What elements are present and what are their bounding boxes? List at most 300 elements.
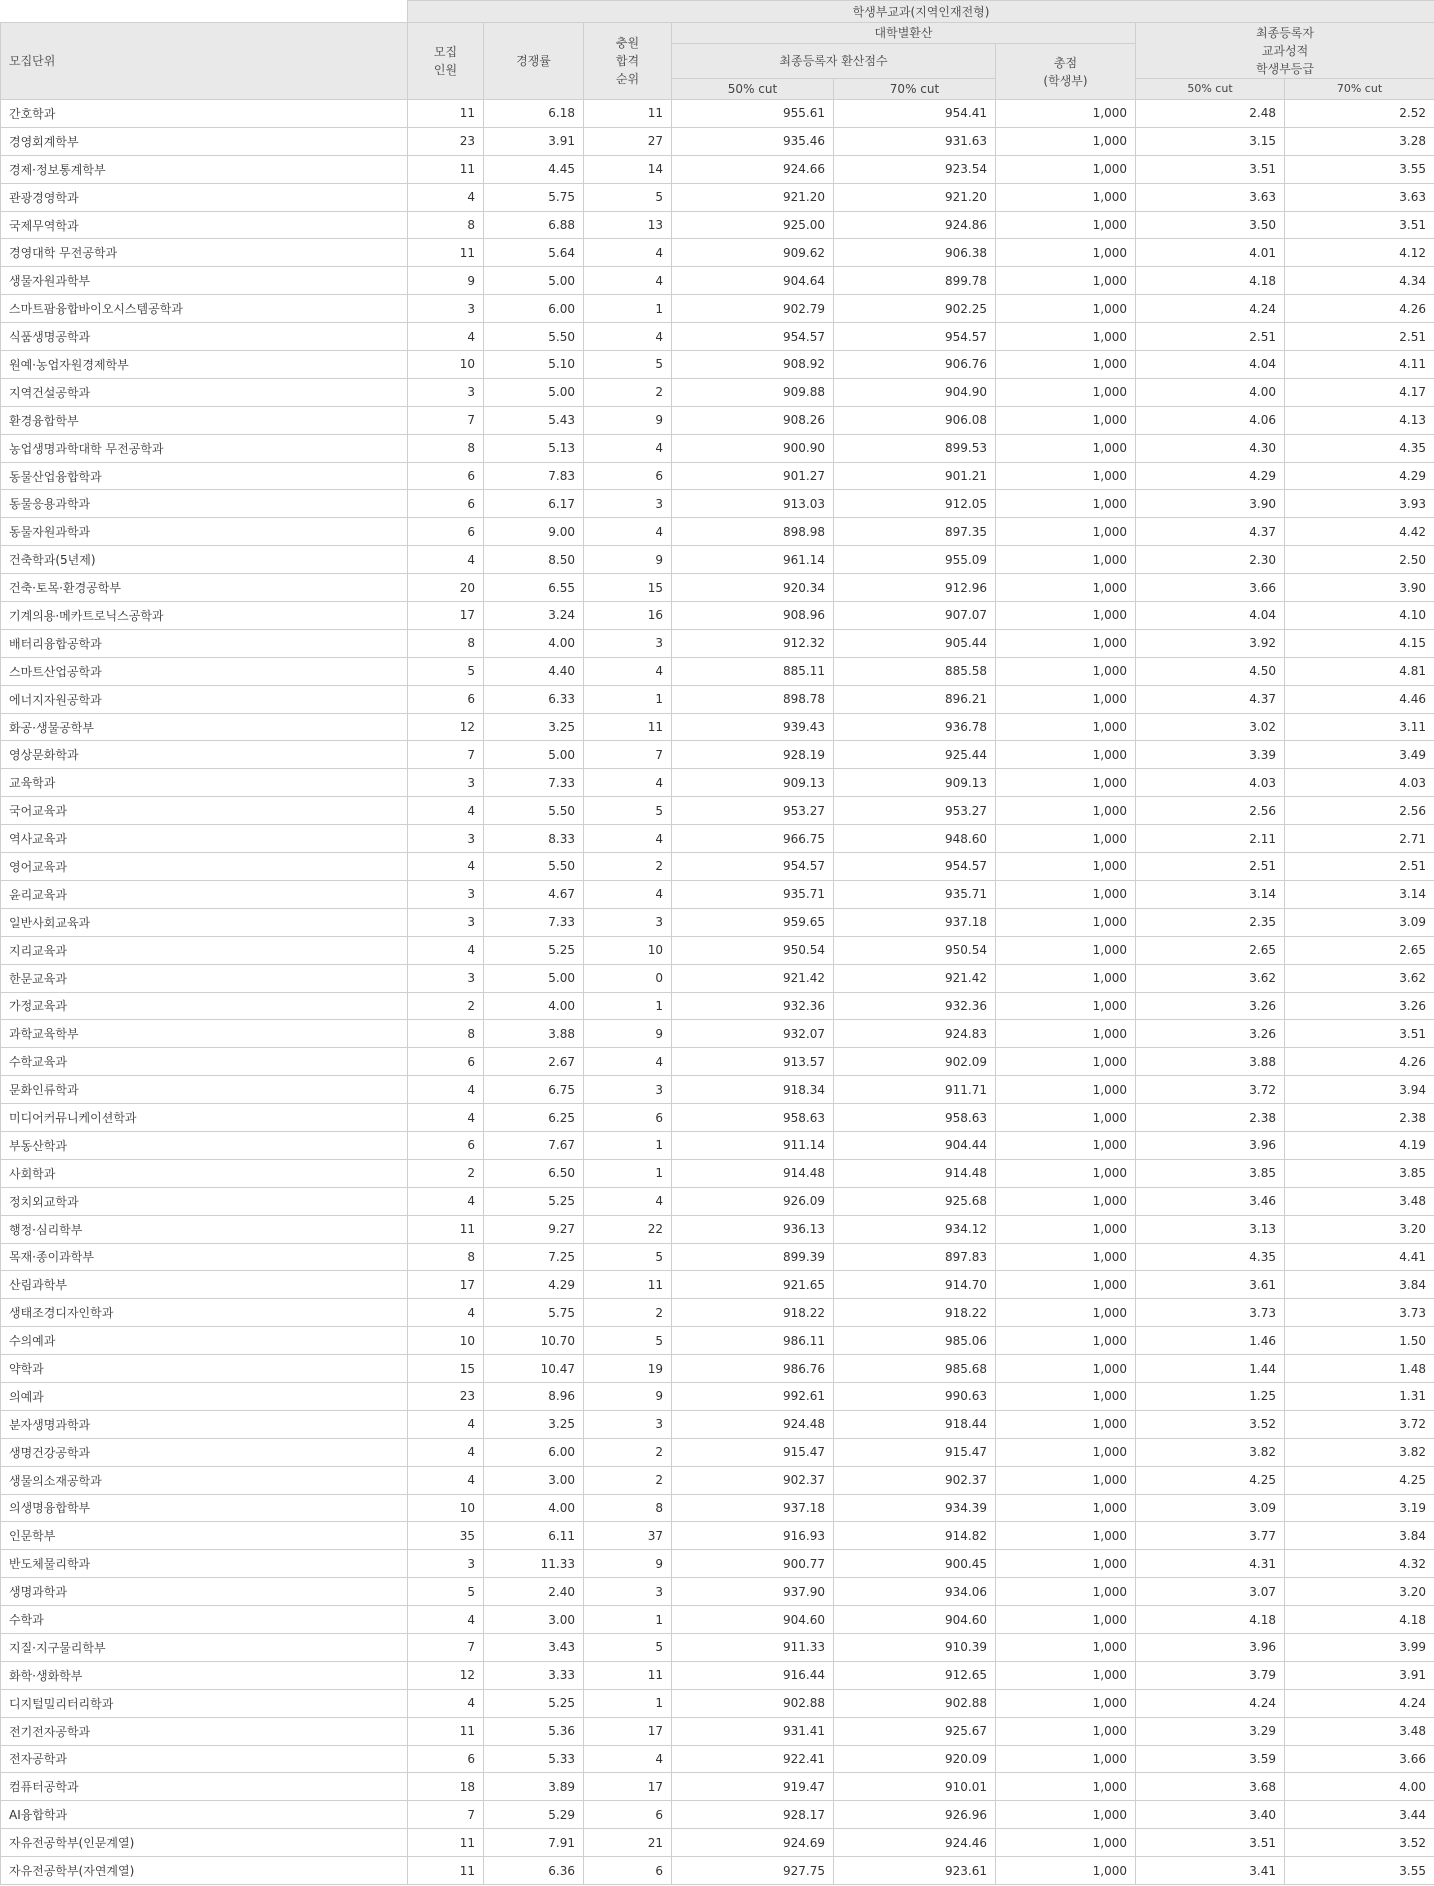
total-cell: 1,000 xyxy=(996,657,1136,685)
score-cut50-cell: 913.57 xyxy=(672,1048,834,1076)
grade-cut70-cell: 3.91 xyxy=(1285,1661,1434,1689)
total-cell: 1,000 xyxy=(996,1410,1136,1438)
grade-cut70-cell: 3.26 xyxy=(1285,992,1434,1020)
score-cut50-cell: 932.36 xyxy=(672,992,834,1020)
competition-cell: 5.29 xyxy=(484,1801,584,1829)
score-cut50-cell: 900.90 xyxy=(672,434,834,462)
score-cut70-cell: 924.83 xyxy=(834,1020,996,1048)
rank-cell: 4 xyxy=(584,825,672,853)
grade-cut70-cell: 4.13 xyxy=(1285,406,1434,434)
grade-cut50-cell: 3.62 xyxy=(1136,964,1285,992)
score-cut50-cell: 885.11 xyxy=(672,657,834,685)
grade-cut50-cell: 2.51 xyxy=(1136,323,1285,351)
total-cell: 1,000 xyxy=(996,1131,1136,1159)
table-row xyxy=(1,602,1434,630)
grade-cut70-cell: 3.73 xyxy=(1285,1299,1434,1327)
unit-cell: 기계의용·메카트로닉스공학과 xyxy=(1,602,408,630)
rank-cell: 4 xyxy=(584,1048,672,1076)
recruit-cell: 8 xyxy=(408,1020,484,1048)
rank-cell: 3 xyxy=(584,629,672,657)
grade-cut70-cell: 4.15 xyxy=(1285,629,1434,657)
score-cut70-cell: 896.21 xyxy=(834,685,996,713)
grade-cut50-cell: 3.92 xyxy=(1136,629,1285,657)
total-cell: 1,000 xyxy=(996,1159,1136,1187)
grade-cut70-cell: 2.65 xyxy=(1285,936,1434,964)
score-cut70-cell: 921.42 xyxy=(834,964,996,992)
score-cut50-cell: 900.77 xyxy=(672,1550,834,1578)
header-score-cut70: 70% cut xyxy=(834,79,996,100)
score-cut70-cell: 900.45 xyxy=(834,1550,996,1578)
score-cut70-cell: 897.35 xyxy=(834,518,996,546)
table-row xyxy=(1,880,1434,908)
grade-cut70-cell: 4.32 xyxy=(1285,1550,1434,1578)
total-cell: 1,000 xyxy=(996,267,1136,295)
recruit-cell: 8 xyxy=(408,629,484,657)
grade-cut70-cell: 4.10 xyxy=(1285,602,1434,630)
grade-cut70-cell: 4.29 xyxy=(1285,462,1434,490)
rank-cell: 6 xyxy=(584,1801,672,1829)
total-cell: 1,000 xyxy=(996,908,1136,936)
score-cut50-cell: 898.98 xyxy=(672,518,834,546)
rank-cell: 27 xyxy=(584,127,672,155)
grade-cut70-cell: 3.99 xyxy=(1285,1633,1434,1661)
grade-cut50-cell: 3.73 xyxy=(1136,1299,1285,1327)
unit-cell: 지질·지구물리학부 xyxy=(1,1633,408,1661)
grade-cut50-cell: 4.18 xyxy=(1136,267,1285,295)
score-cut70-cell: 935.71 xyxy=(834,880,996,908)
grade-cut50-cell: 3.50 xyxy=(1136,211,1285,239)
table-row xyxy=(1,183,1434,211)
recruit-cell: 6 xyxy=(408,1048,484,1076)
score-cut50-cell: 932.07 xyxy=(672,1020,834,1048)
grade-cut70-cell: 3.28 xyxy=(1285,127,1434,155)
grade-cut70-cell: 3.84 xyxy=(1285,1522,1434,1550)
recruit-cell: 6 xyxy=(408,462,484,490)
total-cell: 1,000 xyxy=(996,1578,1136,1606)
table-row xyxy=(1,1020,1434,1048)
recruit-cell: 10 xyxy=(408,351,484,379)
total-cell: 1,000 xyxy=(996,1299,1136,1327)
recruit-cell: 6 xyxy=(408,490,484,518)
grade-cut70-cell: 3.85 xyxy=(1285,1159,1434,1187)
recruit-cell: 3 xyxy=(408,825,484,853)
recruit-cell: 4 xyxy=(408,797,484,825)
competition-cell: 6.18 xyxy=(484,100,584,128)
grade-cut70-cell: 4.03 xyxy=(1285,769,1434,797)
competition-cell: 7.33 xyxy=(484,908,584,936)
rank-cell: 4 xyxy=(584,1187,672,1215)
recruit-cell: 9 xyxy=(408,267,484,295)
grade-cut50-cell: 3.29 xyxy=(1136,1717,1285,1745)
competition-cell: 6.55 xyxy=(484,574,584,602)
score-cut70-cell: 925.67 xyxy=(834,1717,996,1745)
recruit-cell: 6 xyxy=(408,1131,484,1159)
score-cut70-cell: 914.82 xyxy=(834,1522,996,1550)
unit-cell: 국어교육과 xyxy=(1,797,408,825)
header-final-score: 최종등록자 환산점수 xyxy=(672,44,996,79)
recruit-cell: 11 xyxy=(408,100,484,128)
score-cut50-cell: 986.76 xyxy=(672,1355,834,1383)
recruit-cell: 4 xyxy=(408,1689,484,1717)
table-row xyxy=(1,1382,1434,1410)
grade-cut70-cell: 2.51 xyxy=(1285,853,1434,881)
competition-cell: 11.33 xyxy=(484,1550,584,1578)
score-cut50-cell: 928.19 xyxy=(672,741,834,769)
rank-cell: 3 xyxy=(584,908,672,936)
grade-cut70-cell: 3.44 xyxy=(1285,1801,1434,1829)
competition-cell: 4.00 xyxy=(484,629,584,657)
table-header xyxy=(1,1,1434,100)
table-row xyxy=(1,1299,1434,1327)
rank-cell: 5 xyxy=(584,1633,672,1661)
recruit-cell: 11 xyxy=(408,1215,484,1243)
recruit-cell: 3 xyxy=(408,880,484,908)
rank-cell: 9 xyxy=(584,1020,672,1048)
score-cut50-cell: 916.44 xyxy=(672,1661,834,1689)
grade-cut70-cell: 3.11 xyxy=(1285,713,1434,741)
unit-cell: 환경융합학부 xyxy=(1,406,408,434)
competition-cell: 5.25 xyxy=(484,1187,584,1215)
recruit-cell: 10 xyxy=(408,1327,484,1355)
grade-cut50-cell: 3.51 xyxy=(1136,155,1285,183)
competition-cell: 3.00 xyxy=(484,1606,584,1634)
score-cut50-cell: 921.65 xyxy=(672,1271,834,1299)
total-cell: 1,000 xyxy=(996,741,1136,769)
table-row xyxy=(1,323,1434,351)
unit-cell: 관광경영학과 xyxy=(1,183,408,211)
recruit-cell: 4 xyxy=(408,1104,484,1132)
unit-cell: 부동산학과 xyxy=(1,1131,408,1159)
score-cut50-cell: 916.93 xyxy=(672,1522,834,1550)
rank-cell: 1 xyxy=(584,992,672,1020)
grade-cut70-cell: 3.20 xyxy=(1285,1215,1434,1243)
score-cut70-cell: 953.27 xyxy=(834,797,996,825)
total-cell: 1,000 xyxy=(996,1327,1136,1355)
total-cell: 1,000 xyxy=(996,239,1136,267)
table-row xyxy=(1,1271,1434,1299)
table-row xyxy=(1,546,1434,574)
recruit-cell: 15 xyxy=(408,1355,484,1383)
grade-cut70-cell: 4.25 xyxy=(1285,1466,1434,1494)
score-cut70-cell: 948.60 xyxy=(834,825,996,853)
grade-cut50-cell: 3.46 xyxy=(1136,1187,1285,1215)
grade-cut50-cell: 3.02 xyxy=(1136,713,1285,741)
total-cell: 1,000 xyxy=(996,1187,1136,1215)
grade-cut50-cell: 1.25 xyxy=(1136,1382,1285,1410)
total-cell: 1,000 xyxy=(996,1745,1136,1773)
unit-cell: 생명과학과 xyxy=(1,1578,408,1606)
score-cut70-cell: 934.06 xyxy=(834,1578,996,1606)
unit-cell: 경영대학 무전공학과 xyxy=(1,239,408,267)
recruit-cell: 18 xyxy=(408,1773,484,1801)
grade-cut70-cell: 4.42 xyxy=(1285,518,1434,546)
total-cell: 1,000 xyxy=(996,853,1136,881)
unit-cell: 농업생명과학대학 무전공학과 xyxy=(1,434,408,462)
unit-cell: 건축학과(5년제) xyxy=(1,546,408,574)
unit-cell: AI융합학과 xyxy=(1,1801,408,1829)
grade-cut50-cell: 4.00 xyxy=(1136,378,1285,406)
score-cut50-cell: 922.41 xyxy=(672,1745,834,1773)
unit-cell: 동물산업융합학과 xyxy=(1,462,408,490)
competition-cell: 3.89 xyxy=(484,1773,584,1801)
score-cut70-cell: 918.22 xyxy=(834,1299,996,1327)
recruit-cell: 3 xyxy=(408,769,484,797)
grade-cut70-cell: 3.93 xyxy=(1285,490,1434,518)
rank-cell: 4 xyxy=(584,769,672,797)
score-cut70-cell: 955.09 xyxy=(834,546,996,574)
grade-cut70-cell: 4.24 xyxy=(1285,1689,1434,1717)
rank-cell: 11 xyxy=(584,1271,672,1299)
competition-cell: 6.11 xyxy=(484,1522,584,1550)
rank-cell: 1 xyxy=(584,685,672,713)
score-cut50-cell: 909.88 xyxy=(672,378,834,406)
rank-cell: 4 xyxy=(584,657,672,685)
competition-cell: 5.64 xyxy=(484,239,584,267)
recruit-cell: 23 xyxy=(408,1382,484,1410)
recruit-cell: 4 xyxy=(408,546,484,574)
table-row xyxy=(1,1327,1434,1355)
grade-cut70-cell: 4.19 xyxy=(1285,1131,1434,1159)
header-score-cut50: 50% cut xyxy=(672,79,834,100)
grade-cut70-cell: 3.84 xyxy=(1285,1271,1434,1299)
grade-cut70-cell: 2.51 xyxy=(1285,323,1434,351)
header-grade-cut70: 70% cut xyxy=(1285,79,1434,100)
grade-cut50-cell: 3.39 xyxy=(1136,741,1285,769)
total-cell: 1,000 xyxy=(996,183,1136,211)
rank-cell: 6 xyxy=(584,1857,672,1885)
unit-cell: 스마트팜융합바이오시스템공학과 xyxy=(1,295,408,323)
score-cut70-cell: 909.13 xyxy=(834,769,996,797)
competition-cell: 5.00 xyxy=(484,964,584,992)
unit-cell: 행정·심리학부 xyxy=(1,1215,408,1243)
unit-cell: 역사교육과 xyxy=(1,825,408,853)
table-row xyxy=(1,1438,1434,1466)
header-rank: 충원 합격 순위 xyxy=(584,23,672,100)
competition-cell: 6.50 xyxy=(484,1159,584,1187)
rank-cell: 11 xyxy=(584,1661,672,1689)
header-blank-cell xyxy=(1,1,408,23)
score-cut50-cell: 925.00 xyxy=(672,211,834,239)
header-conversion: 대학별환산 xyxy=(672,23,1136,44)
total-cell: 1,000 xyxy=(996,1271,1136,1299)
score-cut70-cell: 905.44 xyxy=(834,629,996,657)
rank-cell: 5 xyxy=(584,183,672,211)
competition-cell: 6.75 xyxy=(484,1076,584,1104)
competition-cell: 8.96 xyxy=(484,1382,584,1410)
competition-cell: 3.88 xyxy=(484,1020,584,1048)
score-cut50-cell: 950.54 xyxy=(672,936,834,964)
grade-cut50-cell: 4.37 xyxy=(1136,518,1285,546)
total-cell: 1,000 xyxy=(996,1466,1136,1494)
header-recruit: 모집 인원 xyxy=(408,23,484,100)
grade-cut70-cell: 1.31 xyxy=(1285,1382,1434,1410)
competition-cell: 6.25 xyxy=(484,1104,584,1132)
score-cut50-cell: 915.47 xyxy=(672,1438,834,1466)
grade-cut50-cell: 3.77 xyxy=(1136,1522,1285,1550)
score-cut50-cell: 959.65 xyxy=(672,908,834,936)
competition-cell: 5.00 xyxy=(484,267,584,295)
unit-cell: 생태조경디자인학과 xyxy=(1,1299,408,1327)
grade-cut70-cell: 3.09 xyxy=(1285,908,1434,936)
grade-cut50-cell: 3.61 xyxy=(1136,1271,1285,1299)
competition-cell: 5.50 xyxy=(484,797,584,825)
rank-cell: 37 xyxy=(584,1522,672,1550)
competition-cell: 4.00 xyxy=(484,992,584,1020)
grade-cut50-cell: 3.82 xyxy=(1136,1438,1285,1466)
rank-cell: 4 xyxy=(584,323,672,351)
score-cut70-cell: 904.60 xyxy=(834,1606,996,1634)
recruit-cell: 8 xyxy=(408,434,484,462)
unit-cell: 전자공학과 xyxy=(1,1745,408,1773)
recruit-cell: 4 xyxy=(408,323,484,351)
score-cut70-cell: 985.68 xyxy=(834,1355,996,1383)
grade-cut70-cell: 2.38 xyxy=(1285,1104,1434,1132)
table-row xyxy=(1,1187,1434,1215)
rank-cell: 4 xyxy=(584,434,672,462)
grade-cut70-cell: 3.51 xyxy=(1285,211,1434,239)
grade-cut50-cell: 4.30 xyxy=(1136,434,1285,462)
table-row xyxy=(1,713,1434,741)
grade-cut70-cell: 4.11 xyxy=(1285,351,1434,379)
table-row xyxy=(1,1522,1434,1550)
recruit-cell: 5 xyxy=(408,1578,484,1606)
table-row xyxy=(1,657,1434,685)
table-row xyxy=(1,239,1434,267)
score-cut70-cell: 924.46 xyxy=(834,1829,996,1857)
recruit-cell: 4 xyxy=(408,936,484,964)
unit-cell: 분자생명과학과 xyxy=(1,1410,408,1438)
total-cell: 1,000 xyxy=(996,1494,1136,1522)
table-row xyxy=(1,1131,1434,1159)
score-cut70-cell: 954.57 xyxy=(834,323,996,351)
recruit-cell: 11 xyxy=(408,1829,484,1857)
competition-cell: 3.25 xyxy=(484,1410,584,1438)
score-cut50-cell: 902.37 xyxy=(672,1466,834,1494)
rank-cell: 5 xyxy=(584,1243,672,1271)
unit-cell: 가정교육과 xyxy=(1,992,408,1020)
table-row xyxy=(1,936,1434,964)
table-row xyxy=(1,964,1434,992)
score-cut50-cell: 908.92 xyxy=(672,351,834,379)
score-cut50-cell: 953.27 xyxy=(672,797,834,825)
rank-cell: 2 xyxy=(584,853,672,881)
recruit-cell: 11 xyxy=(408,1717,484,1745)
table-row xyxy=(1,267,1434,295)
unit-cell: 의생명융합학부 xyxy=(1,1494,408,1522)
table-row xyxy=(1,1550,1434,1578)
score-cut50-cell: 992.61 xyxy=(672,1382,834,1410)
grade-cut50-cell: 4.25 xyxy=(1136,1466,1285,1494)
total-cell: 1,000 xyxy=(996,1522,1136,1550)
score-cut50-cell: 904.60 xyxy=(672,1606,834,1634)
recruit-cell: 4 xyxy=(408,1076,484,1104)
score-cut70-cell: 906.76 xyxy=(834,351,996,379)
total-cell: 1,000 xyxy=(996,351,1136,379)
grade-cut50-cell: 4.31 xyxy=(1136,1550,1285,1578)
rank-cell: 5 xyxy=(584,797,672,825)
score-cut50-cell: 911.14 xyxy=(672,1131,834,1159)
competition-cell: 5.13 xyxy=(484,434,584,462)
recruit-cell: 4 xyxy=(408,1438,484,1466)
grade-cut70-cell: 3.19 xyxy=(1285,1494,1434,1522)
competition-cell: 7.67 xyxy=(484,1131,584,1159)
table-row xyxy=(1,518,1434,546)
unit-cell: 목재·종이과학부 xyxy=(1,1243,408,1271)
recruit-cell: 7 xyxy=(408,406,484,434)
recruit-cell: 3 xyxy=(408,964,484,992)
unit-cell: 경제·정보통계학부 xyxy=(1,155,408,183)
unit-cell: 정치외교학과 xyxy=(1,1187,408,1215)
table-row xyxy=(1,1410,1434,1438)
recruit-cell: 2 xyxy=(408,1159,484,1187)
competition-cell: 4.40 xyxy=(484,657,584,685)
unit-cell: 수의예과 xyxy=(1,1327,408,1355)
score-cut70-cell: 914.70 xyxy=(834,1271,996,1299)
recruit-cell: 3 xyxy=(408,1550,484,1578)
total-cell: 1,000 xyxy=(996,490,1136,518)
score-cut70-cell: 958.63 xyxy=(834,1104,996,1132)
competition-cell: 5.50 xyxy=(484,323,584,351)
table-row xyxy=(1,1745,1434,1773)
total-cell: 1,000 xyxy=(996,574,1136,602)
rank-cell: 19 xyxy=(584,1355,672,1383)
grade-cut50-cell: 3.13 xyxy=(1136,1215,1285,1243)
rank-cell: 8 xyxy=(584,1494,672,1522)
total-cell: 1,000 xyxy=(996,1606,1136,1634)
score-cut50-cell: 912.32 xyxy=(672,629,834,657)
score-cut70-cell: 902.25 xyxy=(834,295,996,323)
score-cut70-cell: 910.39 xyxy=(834,1633,996,1661)
competition-cell: 5.25 xyxy=(484,1689,584,1717)
total-cell: 1,000 xyxy=(996,1215,1136,1243)
score-cut50-cell: 931.41 xyxy=(672,1717,834,1745)
score-cut70-cell: 934.39 xyxy=(834,1494,996,1522)
score-cut70-cell: 912.96 xyxy=(834,574,996,602)
unit-cell: 영어교육과 xyxy=(1,853,408,881)
grade-cut50-cell: 3.96 xyxy=(1136,1131,1285,1159)
grade-cut50-cell: 3.09 xyxy=(1136,1494,1285,1522)
rank-cell: 6 xyxy=(584,462,672,490)
score-cut70-cell: 915.47 xyxy=(834,1438,996,1466)
grade-cut50-cell: 2.48 xyxy=(1136,100,1285,128)
grade-cut50-cell: 3.26 xyxy=(1136,992,1285,1020)
table-row xyxy=(1,406,1434,434)
total-cell: 1,000 xyxy=(996,1801,1136,1829)
rank-cell: 2 xyxy=(584,1299,672,1327)
score-cut50-cell: 921.20 xyxy=(672,183,834,211)
score-cut50-cell: 911.33 xyxy=(672,1633,834,1661)
total-cell: 1,000 xyxy=(996,1633,1136,1661)
score-cut50-cell: 908.26 xyxy=(672,406,834,434)
competition-cell: 7.83 xyxy=(484,462,584,490)
unit-cell: 디지털밀리터리학과 xyxy=(1,1689,408,1717)
score-cut50-cell: 926.09 xyxy=(672,1187,834,1215)
grade-cut50-cell: 2.30 xyxy=(1136,546,1285,574)
grade-cut70-cell: 4.26 xyxy=(1285,295,1434,323)
grade-cut70-cell: 4.46 xyxy=(1285,685,1434,713)
score-cut70-cell: 925.44 xyxy=(834,741,996,769)
grade-cut70-cell: 4.81 xyxy=(1285,657,1434,685)
total-cell: 1,000 xyxy=(996,211,1136,239)
table-row xyxy=(1,1076,1434,1104)
score-cut70-cell: 902.09 xyxy=(834,1048,996,1076)
score-cut50-cell: 904.64 xyxy=(672,267,834,295)
unit-cell: 건축·토목·환경공학부 xyxy=(1,574,408,602)
total-cell: 1,000 xyxy=(996,127,1136,155)
score-cut70-cell: 918.44 xyxy=(834,1410,996,1438)
recruit-cell: 23 xyxy=(408,127,484,155)
table-row xyxy=(1,908,1434,936)
